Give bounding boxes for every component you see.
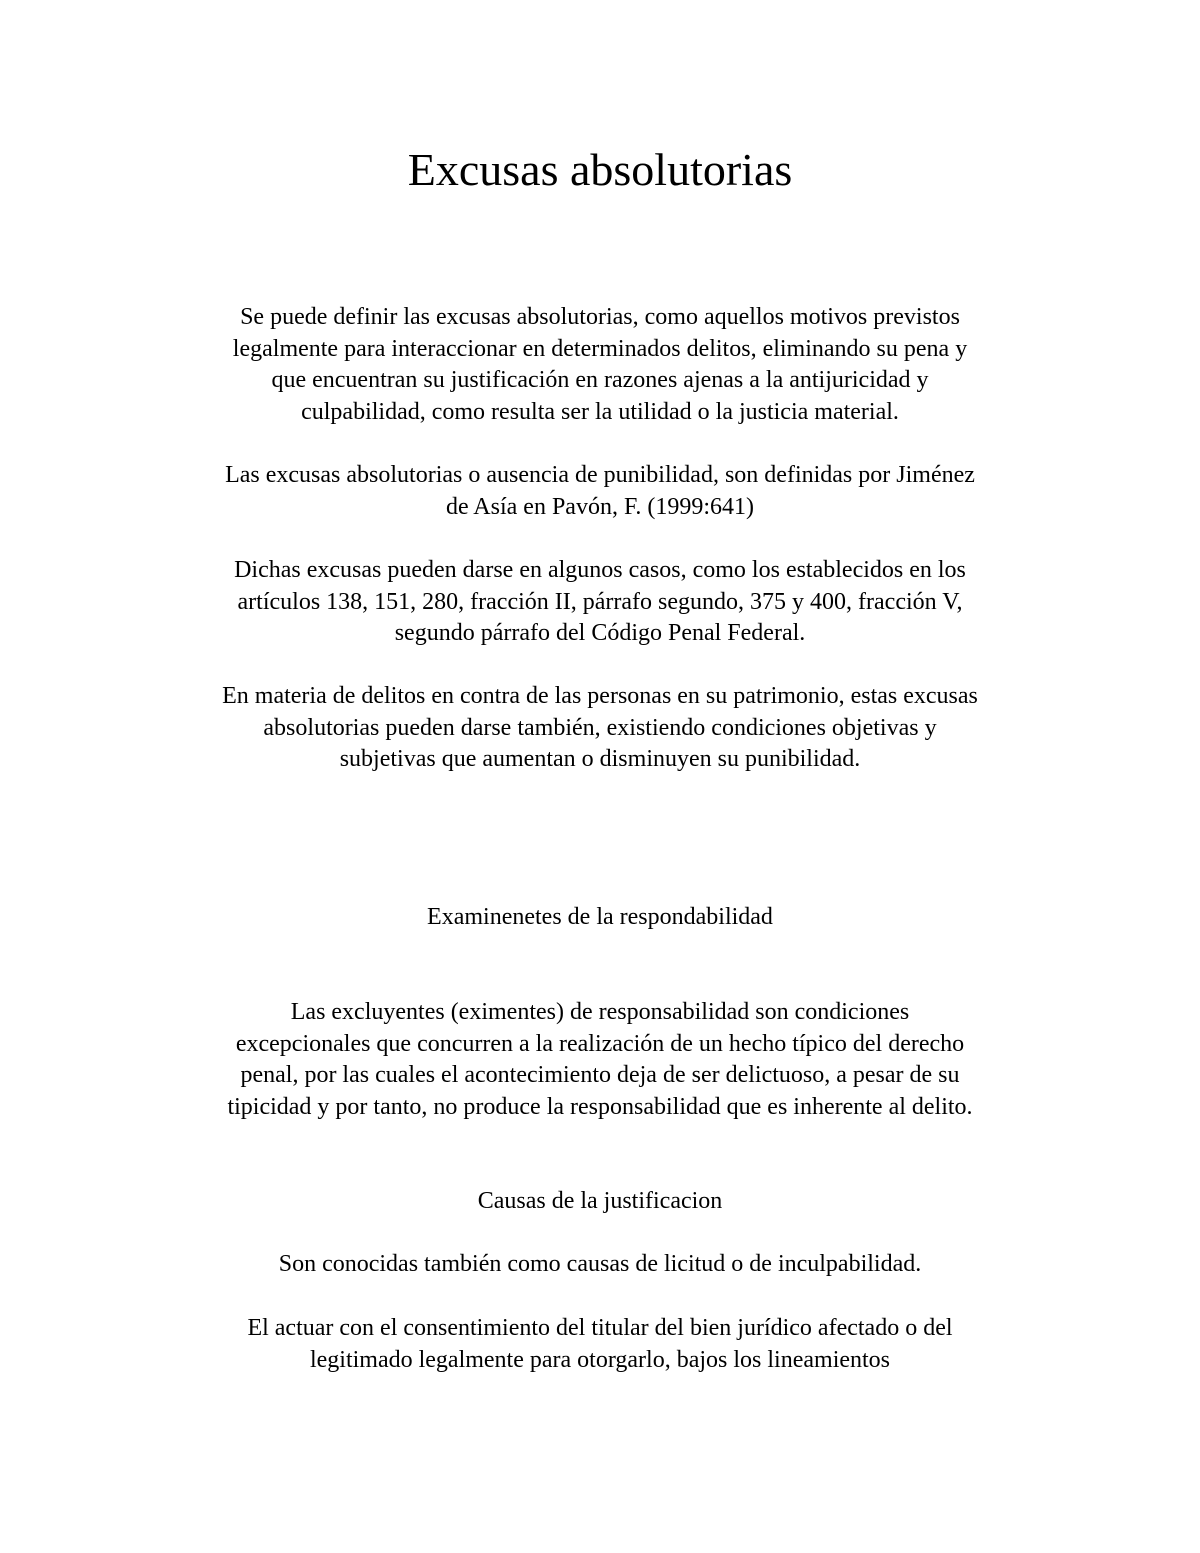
- paragraph-definition: [150, 302, 1050, 428]
- text-line: tipicidad y por tanto, no produce la responsabilidad que es inherente al delito.: [227, 1093, 973, 1120]
- text-line: legalmente para interaccionar en determinados delitos, eliminando su pena y: [232, 335, 968, 362]
- text-line: excepcionales que concurren a la realización de un hecho típico del derecho: [235, 1030, 965, 1057]
- text-line: Son conocidas también como causas de licitud o de inculpabilidad.: [278, 1251, 922, 1277]
- text-line: Las excusas absolutorias o ausencia de punibilidad, son definidas por Jiménez: [225, 462, 975, 488]
- text-line: subjetivas que aumentan o disminuyen su punibilidad.: [339, 746, 861, 772]
- text-line: penal, por las cuales el acontecimiento deja de ser delictuoso, a pesar de su: [240, 1062, 960, 1088]
- paragraph-citation: [150, 460, 1050, 523]
- paragraph-consent: [150, 1313, 1050, 1376]
- text-line: absolutorias pueden darse también, existiendo condiciones objetivas y: [263, 714, 937, 741]
- text-line: Dichas excusas pueden darse en algunos casos, como los establecidos en los: [234, 557, 966, 583]
- paragraph-licitud: [150, 1249, 1050, 1281]
- document-title: Excusas absolutorias: [407, 144, 793, 195]
- text-line: culpabilidad, como resulta ser la utilidad o la justicia material.: [301, 398, 899, 425]
- text-line: En materia de delitos en contra de las personas en su patrimonio, estas excusas: [222, 683, 978, 709]
- text-line: de Asía en Pavón, F. (1999:641): [445, 493, 755, 520]
- paragraph-articles: [150, 555, 1050, 650]
- text-line: Se puede definir las excusas absolutorias, como aquellos motivos previstos: [240, 304, 960, 330]
- section-heading-responsibility: Examinenetes de la respondabilidad: [427, 904, 773, 930]
- text-line: que encuentran su justificación en razones ajenas a la antijuricidad y: [271, 367, 929, 393]
- text-line: segundo párrafo del Código Penal Federal.: [394, 620, 806, 646]
- paragraph-excluyentes: [150, 997, 1050, 1123]
- section-heading-justification: Causas de la justificacion: [477, 1188, 723, 1214]
- text-line: Las excluyentes (eximentes) de responsabilidad son condiciones: [290, 999, 910, 1025]
- text-line: legitimado legalmente para otorgarlo, bajos los lineamientos: [309, 1346, 891, 1373]
- text-line: El actuar con el consentimiento del titular del bien jurídico afectado o del: [247, 1315, 953, 1341]
- text-line: artículos 138, 151, 280, fracción II, párrafo segundo, 375 y 400, fracción V,: [237, 588, 963, 615]
- paragraph-patrimony: [150, 681, 1050, 776]
